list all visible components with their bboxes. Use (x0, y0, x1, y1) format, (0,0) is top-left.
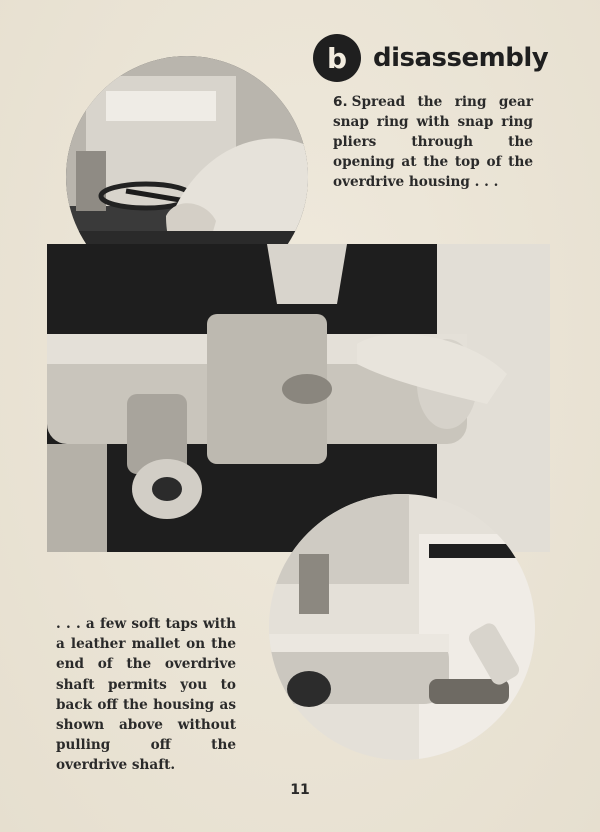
page-number: 11 (290, 782, 310, 798)
photo-transmission-housing (47, 244, 550, 552)
photo-mallet-on-shaft (269, 494, 535, 760)
section-badge: b (313, 34, 361, 82)
caption-mallet: . . . a few soft taps with a leather mallet on the end of the overdrive shaft permits you to back off the housing as shown above without pulling off the overdrive shaft. (56, 616, 236, 774)
section-title: disassembly (373, 43, 549, 73)
step-number: 6. (333, 94, 348, 110)
step-text: Spread the ring gear snap ring with snap ring pliers through the opening at the top of the overdrive housing . . . (333, 94, 533, 190)
step-instruction (333, 92, 533, 192)
section-header (313, 34, 548, 82)
